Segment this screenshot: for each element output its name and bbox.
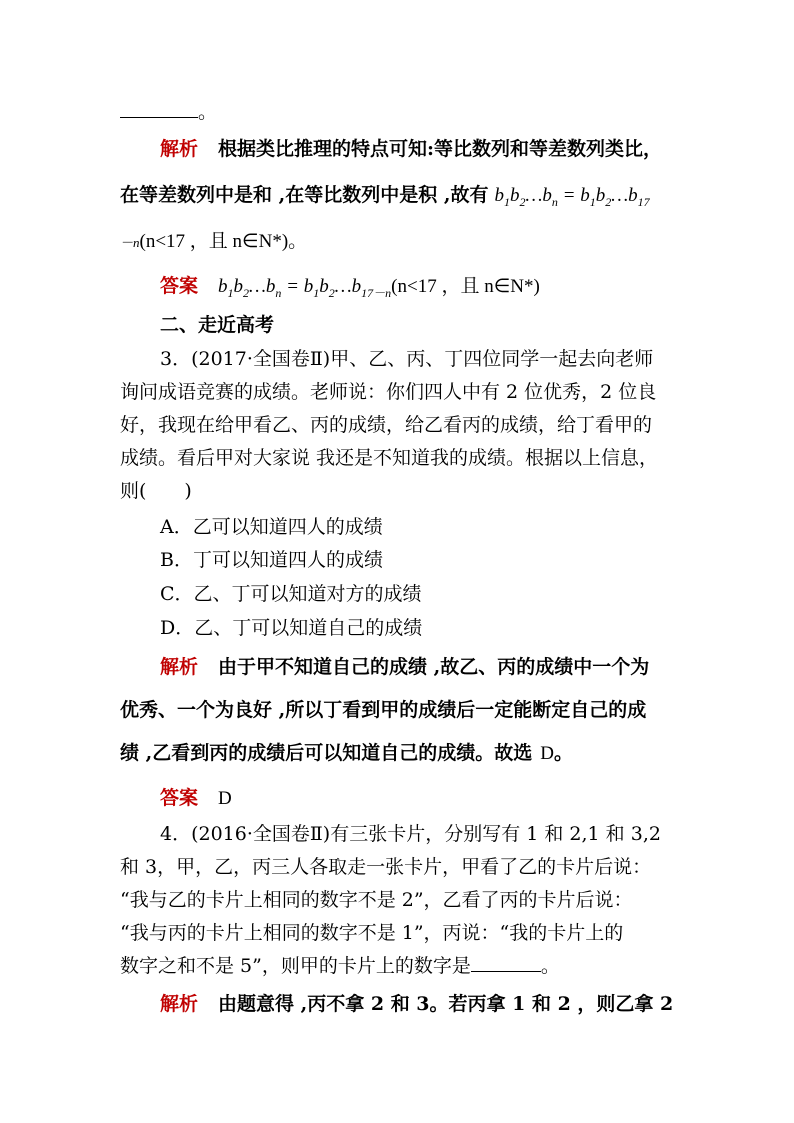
q2-condition: (n<17 ，且 n∈N*)。 (139, 231, 308, 252)
q2-formula-cont: －n (120, 235, 140, 250)
q2-analysis-text-1: 根据类比推理的特点可知:等比数列和等差数列类比， (218, 138, 663, 160)
q3-answer-value: D (218, 788, 232, 809)
q4-analysis-line-1 (160, 992, 673, 1016)
q2-formula: $b_1b_2\dots b_n$ = $b_1b_2\dots b_{17}$ (494, 185, 650, 209)
q3-analysis-choice: D (540, 743, 554, 764)
q4-line-5 (120, 954, 560, 978)
q3-option-a: A．乙可以知道四人的成绩 (160, 516, 383, 538)
q2-answer-line (160, 274, 540, 299)
q4-line-1: 4．(2016·全国卷Ⅱ)有三张卡片，分别写有 1 和 2,1 和 3,2 (160, 823, 661, 845)
q3-answer-line (160, 786, 232, 811)
q4-line-4: “我与丙的卡片上相同的数字不是 1”，丙说：“我的卡片上的 (120, 922, 624, 944)
q2-analysis-text-2: 在等差数列中是和 ,在等比数列中是积 ,故有 (120, 184, 489, 206)
analysis-label: 解析 (160, 656, 199, 678)
answer-label: 答案 (160, 787, 199, 809)
q4-text-5-end: 。 (540, 955, 560, 977)
q4-text-5: 数字之和不是 5”，则甲的卡片上的数字是 (120, 955, 471, 977)
q2-answer-condition: (n<17 ，且 n∈N*) (391, 276, 540, 297)
q3-option-b: B．丁可以知道四人的成绩 (160, 549, 383, 571)
q2-analysis-line-2 (120, 183, 650, 208)
q3-analysis-text-3: 绩 ,乙看到丙的成绩后可以知道自己的成绩。故选 (120, 742, 533, 764)
q3-option-d: D．乙、丁可以知道自己的成绩 (160, 617, 423, 639)
analysis-label: 解析 (160, 138, 199, 160)
q4-line-2: 和 3，甲，乙，丙三人各取走一张卡片，甲看了乙的卡片后说： (120, 856, 652, 878)
section-title: 二、走近高考 (160, 314, 275, 336)
q3-analysis-line-2: 优秀、一个为良好 ,所以丁看到甲的成绩后一定能断定自己的成 (120, 699, 647, 721)
q2-answer-formula: $b_1b_2\dots b_n$ = $b_1b_2\dots b_{17-n}$ (218, 276, 392, 300)
answer-label: 答案 (160, 275, 199, 297)
analysis-label: 解析 (160, 993, 199, 1015)
q2-analysis-line-3 (120, 229, 307, 255)
q3-line-4: 成绩。看后甲对大家说 我还是不知道我的成绩。根据以上信息， (120, 447, 659, 469)
q3-line-5: 则( ) (120, 480, 192, 502)
q2-tail-end: 。 (198, 101, 218, 123)
q2-analysis-line-1 (160, 137, 662, 161)
answer-blank (120, 101, 198, 118)
q3-analysis-line-3 (120, 741, 573, 766)
q3-analysis-text-1: 由于甲不知道自己的成绩 ,故乙、丙的成绩中一个为 (218, 656, 650, 678)
q3-line-1: 3．(2017·全国卷Ⅱ)甲、乙、丙、丁四位同学一起去向老师 (160, 348, 654, 370)
q4-analysis-text-1: 由题意得 ,丙不拿 2 和 3。若丙拿 1 和 2 ，则乙拿 2 (218, 993, 674, 1015)
q3-analysis-line-1 (160, 655, 649, 679)
answer-blank (471, 955, 541, 972)
q3-line-3: 好，我现在给甲看乙、丙的成绩，给乙看丙的成绩，给丁看甲的 (120, 414, 653, 436)
q4-line-3: “我与乙的卡片上相同的数字不是 2”，乙看了丙的卡片后说： (120, 889, 633, 911)
q2-tail-line (120, 100, 217, 124)
q3-line-2: 询问成语竞赛的成绩。老师说：你们四人中有 2 位优秀，2 位良 (120, 381, 657, 403)
q3-analysis-end: 。 (553, 742, 573, 764)
q3-option-c: C．乙、丁可以知道对方的成绩 (160, 583, 422, 605)
